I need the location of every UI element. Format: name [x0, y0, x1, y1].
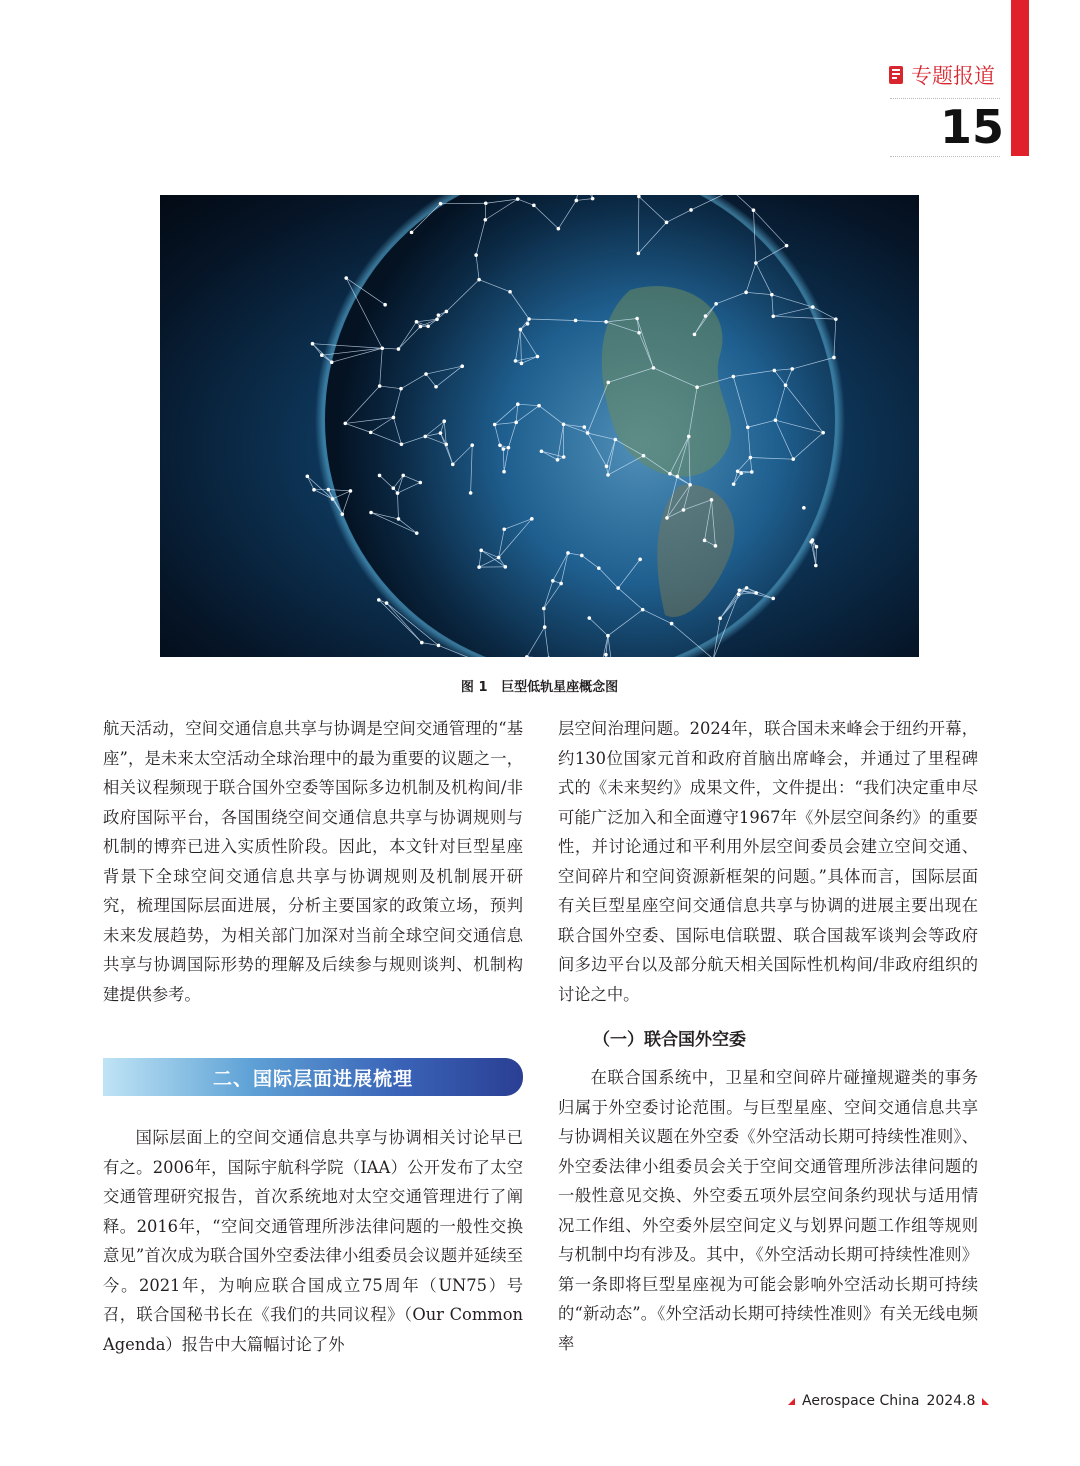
section-heading-banner — [103, 1058, 523, 1096]
constellation-figure — [160, 195, 919, 657]
figure-caption: 图 1 巨型低轨星座概念图 — [460, 680, 619, 695]
body-paragraph: 在联合国系统中，卫星和空间碎片碰撞规避类的事务归属于外空委讨论范围。与巨型星座、空间交通信息共享与协调相关议题在外空委《外空活动长期可持续性准则》、外空委法律小组委员会关于空间交通管理所涉法律问题的一般性意见交换、外空委五项外层空间条约现状与适用情况工作组、外空委外层空间定义与划界问题工作组等规则与机制中均有涉及。其中，《外空活动长期可持续性准则》第一条即将巨型星座视为可能会影响外空活动长期可持续的“新动态”。《外空活动长期可持续性准则》有关无线电频率 — [558, 1068, 978, 1353]
book-icon — [888, 65, 904, 85]
issue-number: 2024.8 — [926, 1393, 976, 1409]
journal-name: Aerospace China — [802, 1393, 920, 1409]
section-heading: 二、国际层面进展梳理 — [212, 1067, 413, 1090]
header-accent-bar — [1011, 0, 1029, 156]
section-tag — [888, 60, 1004, 90]
header-divider — [890, 98, 1000, 99]
body-paragraph: 国际层面上的空间交通信息共享与协调相关讨论早已有之。2006年，国际宇航科学院（IAA）公开发布了太空交通管理研究报告，首次系统地对太空交通管理进行了阐释。2016年，“空间交通管理所涉法律问题的一般性交换意见”首次成为联合国外空委法律小组委员会议题并延续至今。2021年，为响应联合国成立75周年（UN75）号召，联合国秘书长在《我们的共同议程》（Our Common Agenda）报告中大篇幅讨论了外 — [103, 1128, 523, 1354]
body-paragraph: 层空间治理问题。2024年，联合国未来峰会于纽约开幕，约130位国家元首和政府首脑出席峰会，并通过了里程碑式的《未来契约》成果文件，文件提出：“我们决定重申尽可能广泛加入和全面遵守1967年《外层空间条约》的重要性，并讨论通过和平利用外层空间委员会建立空间交通、空间碎片和空间资源新框架的问题。”具体而言，国际层面有关巨型星座空间交通信息共享与协调的进展主要出现在联合国外空委、国际电信联盟、联合国裁军谈判会等政府间多边平台以及部分航天相关国际性机构间/非政府组织的讨论之中。 — [558, 719, 978, 1004]
globe-illustration — [160, 195, 919, 657]
header-divider — [890, 156, 1000, 157]
page-footer — [788, 1390, 1006, 1412]
subheading: （一）联合国外空委 — [593, 1030, 746, 1050]
body-paragraph: 航天活动，空间交通信息共享与协调是空间交通管理的“基座”，是未来太空活动全球治理中的最为重要的议题之一，相关议程频现于联合国外空委等国际多边机制及机构间/非政府国际平台，各国围绕空间交通信息共享与协调规则与机制的博弈已进入实质性阶段。因此，本文针对巨型星座背景下全球空间交通信息共享与协调规则及机制展开研究，梳理国际层面进展，分析主要国家的政策立场，预判未来发展趋势，为相关部门加深对当前全球空间交通信息共享与协调国际形势的理解及后续参与规则谈判、机制构建提供参考。 — [103, 719, 523, 1004]
section-label: 专题报道 — [911, 64, 995, 88]
triangle-icon — [982, 1398, 989, 1405]
triangle-icon — [788, 1398, 795, 1405]
page-number: 15 — [939, 100, 1004, 154]
